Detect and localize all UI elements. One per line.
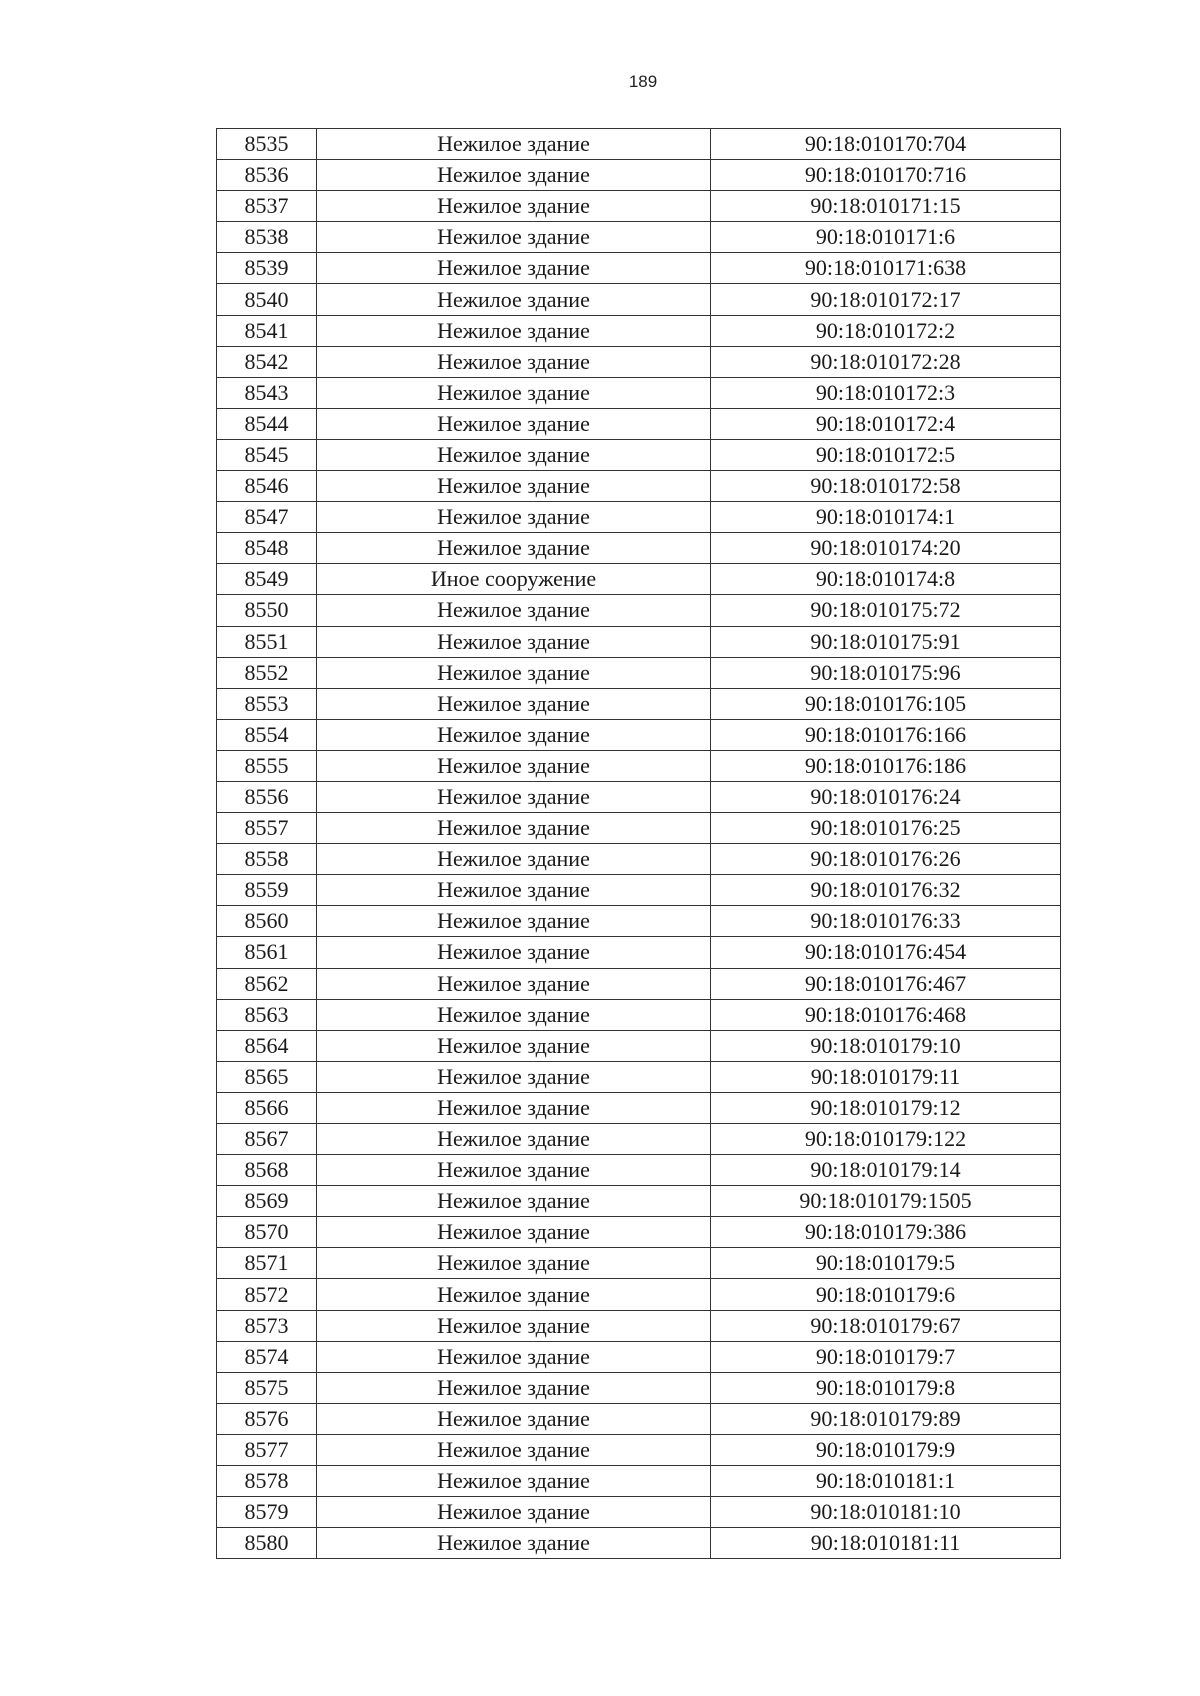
object-type-cell: Нежилое здание	[317, 968, 711, 999]
row-number-cell: 8538	[217, 222, 317, 253]
object-type-cell: Нежилое здание	[317, 222, 711, 253]
object-type-cell: Нежилое здание	[317, 937, 711, 968]
row-number-cell: 8548	[217, 533, 317, 564]
row-number-cell: 8535	[217, 129, 317, 160]
object-type-cell: Нежилое здание	[317, 1124, 711, 1155]
row-number-cell: 8557	[217, 813, 317, 844]
cadastral-number-cell: 90:18:010179:5	[711, 1248, 1061, 1279]
object-type-cell: Нежилое здание	[317, 160, 711, 191]
table-row	[217, 844, 1061, 875]
object-type-cell: Нежилое здание	[317, 191, 711, 222]
registry-table-body	[217, 129, 1061, 1559]
row-number-cell: 8566	[217, 1092, 317, 1123]
cadastral-number-cell: 90:18:010179:10	[711, 1030, 1061, 1061]
object-type-cell: Нежилое здание	[317, 595, 711, 626]
cadastral-number-cell: 90:18:010179:67	[711, 1310, 1061, 1341]
cadastral-number-cell: 90:18:010172:3	[711, 377, 1061, 408]
row-number-cell: 8555	[217, 750, 317, 781]
object-type-cell: Нежилое здание	[317, 1403, 711, 1434]
cadastral-number-cell: 90:18:010179:386	[711, 1217, 1061, 1248]
row-number-cell: 8536	[217, 160, 317, 191]
row-number-cell: 8577	[217, 1434, 317, 1465]
row-number-cell: 8578	[217, 1466, 317, 1497]
cadastral-number-cell: 90:18:010175:72	[711, 595, 1061, 626]
object-type-cell: Нежилое здание	[317, 999, 711, 1030]
table-row	[217, 1403, 1061, 1434]
table-row	[217, 377, 1061, 408]
object-type-cell: Нежилое здание	[317, 439, 711, 470]
table-row	[217, 1310, 1061, 1341]
object-type-cell: Нежилое здание	[317, 1310, 711, 1341]
table-row	[217, 1217, 1061, 1248]
object-type-cell: Нежилое здание	[317, 1434, 711, 1465]
table-row	[217, 439, 1061, 470]
table-row	[217, 813, 1061, 844]
table-row	[217, 502, 1061, 533]
cadastral-number-cell: 90:18:010172:28	[711, 346, 1061, 377]
table-row	[217, 1092, 1061, 1123]
table-row	[217, 626, 1061, 657]
table-row	[217, 750, 1061, 781]
cadastral-number-cell: 90:18:010176:454	[711, 937, 1061, 968]
cadastral-number-cell: 90:18:010179:1505	[711, 1186, 1061, 1217]
table-row	[217, 315, 1061, 346]
table-row	[217, 1279, 1061, 1310]
cadastral-number-cell: 90:18:010181:1	[711, 1466, 1061, 1497]
object-type-cell: Нежилое здание	[317, 781, 711, 812]
cadastral-number-cell: 90:18:010176:166	[711, 719, 1061, 750]
table-row	[217, 1061, 1061, 1092]
cadastral-number-cell: 90:18:010172:58	[711, 471, 1061, 502]
row-number-cell: 8545	[217, 439, 317, 470]
cadastral-number-cell: 90:18:010171:15	[711, 191, 1061, 222]
object-type-cell: Нежилое здание	[317, 346, 711, 377]
row-number-cell: 8561	[217, 937, 317, 968]
table-row	[217, 222, 1061, 253]
table-row	[217, 564, 1061, 595]
object-type-cell: Нежилое здание	[317, 813, 711, 844]
cadastral-number-cell: 90:18:010179:9	[711, 1434, 1061, 1465]
object-type-cell: Нежилое здание	[317, 1092, 711, 1123]
table-row	[217, 937, 1061, 968]
cadastral-number-cell: 90:18:010175:91	[711, 626, 1061, 657]
object-type-cell: Нежилое здание	[317, 533, 711, 564]
table-row	[217, 408, 1061, 439]
cadastral-number-cell: 90:18:010176:24	[711, 781, 1061, 812]
table-row	[217, 781, 1061, 812]
page-number: 189	[628, 72, 658, 91]
row-number-cell: 8549	[217, 564, 317, 595]
object-type-cell: Нежилое здание	[317, 750, 711, 781]
object-type-cell: Нежилое здание	[317, 408, 711, 439]
cadastral-number-cell: 90:18:010175:96	[711, 657, 1061, 688]
table-row	[217, 471, 1061, 502]
row-number-cell: 8559	[217, 875, 317, 906]
object-type-cell: Нежилое здание	[317, 1528, 711, 1559]
row-number-cell: 8542	[217, 346, 317, 377]
object-type-cell: Нежилое здание	[317, 688, 711, 719]
object-type-cell: Нежилое здание	[317, 315, 711, 346]
row-number-cell: 8565	[217, 1061, 317, 1092]
object-type-cell: Нежилое здание	[317, 1061, 711, 1092]
object-type-cell: Нежилое здание	[317, 1155, 711, 1186]
table-row	[217, 1124, 1061, 1155]
row-number-cell: 8569	[217, 1186, 317, 1217]
object-type-cell: Нежилое здание	[317, 626, 711, 657]
cadastral-number-cell: 90:18:010172:4	[711, 408, 1061, 439]
table-row	[217, 1466, 1061, 1497]
cadastral-number-cell: 90:18:010174:8	[711, 564, 1061, 595]
cadastral-number-cell: 90:18:010176:33	[711, 906, 1061, 937]
object-type-cell: Нежилое здание	[317, 1497, 711, 1528]
object-type-cell: Нежилое здание	[317, 657, 711, 688]
object-type-cell: Нежилое здание	[317, 502, 711, 533]
registry-table	[216, 128, 1061, 1559]
table-row	[217, 129, 1061, 160]
cadastral-number-cell: 90:18:010171:6	[711, 222, 1061, 253]
object-type-cell: Нежилое здание	[317, 1248, 711, 1279]
table-row	[217, 346, 1061, 377]
object-type-cell: Нежилое здание	[317, 1030, 711, 1061]
table-row	[217, 1248, 1061, 1279]
row-number-cell: 8544	[217, 408, 317, 439]
table-row	[217, 1030, 1061, 1061]
object-type-cell: Нежилое здание	[317, 471, 711, 502]
table-row	[217, 719, 1061, 750]
object-type-cell: Нежилое здание	[317, 1372, 711, 1403]
cadastral-number-cell: 90:18:010176:25	[711, 813, 1061, 844]
cadastral-number-cell: 90:18:010170:704	[711, 129, 1061, 160]
row-number-cell: 8580	[217, 1528, 317, 1559]
object-type-cell: Нежилое здание	[317, 1279, 711, 1310]
cadastral-number-cell: 90:18:010181:10	[711, 1497, 1061, 1528]
object-type-cell: Нежилое здание	[317, 377, 711, 408]
row-number-cell: 8556	[217, 781, 317, 812]
cadastral-number-cell: 90:18:010172:5	[711, 439, 1061, 470]
row-number-cell: 8564	[217, 1030, 317, 1061]
object-type-cell: Нежилое здание	[317, 1186, 711, 1217]
object-type-cell: Нежилое здание	[317, 1217, 711, 1248]
cadastral-number-cell: 90:18:010176:468	[711, 999, 1061, 1030]
table-row	[217, 1497, 1061, 1528]
cadastral-number-cell: 90:18:010171:638	[711, 253, 1061, 284]
table-row	[217, 284, 1061, 315]
row-number-cell: 8572	[217, 1279, 317, 1310]
cadastral-number-cell: 90:18:010172:2	[711, 315, 1061, 346]
object-type-cell: Нежилое здание	[317, 253, 711, 284]
cadastral-number-cell: 90:18:010179:14	[711, 1155, 1061, 1186]
row-number-cell: 8570	[217, 1217, 317, 1248]
row-number-cell: 8575	[217, 1372, 317, 1403]
cadastral-number-cell: 90:18:010179:122	[711, 1124, 1061, 1155]
object-type-cell: Нежилое здание	[317, 1341, 711, 1372]
object-type-cell: Нежилое здание	[317, 906, 711, 937]
cadastral-number-cell: 90:18:010176:26	[711, 844, 1061, 875]
row-number-cell: 8541	[217, 315, 317, 346]
object-type-cell: Нежилое здание	[317, 844, 711, 875]
object-type-cell: Нежилое здание	[317, 284, 711, 315]
row-number-cell: 8576	[217, 1403, 317, 1434]
row-number-cell: 8553	[217, 688, 317, 719]
cadastral-number-cell: 90:18:010170:716	[711, 160, 1061, 191]
table-row	[217, 1155, 1061, 1186]
row-number-cell: 8579	[217, 1497, 317, 1528]
table-row	[217, 1434, 1061, 1465]
row-number-cell: 8554	[217, 719, 317, 750]
table-row	[217, 191, 1061, 222]
row-number-cell: 8563	[217, 999, 317, 1030]
cadastral-number-cell: 90:18:010179:7	[711, 1341, 1061, 1372]
row-number-cell: 8550	[217, 595, 317, 626]
cadastral-number-cell: 90:18:010176:467	[711, 968, 1061, 999]
cadastral-number-cell: 90:18:010179:89	[711, 1403, 1061, 1434]
row-number-cell: 8558	[217, 844, 317, 875]
cadastral-number-cell: 90:18:010174:1	[711, 502, 1061, 533]
row-number-cell: 8573	[217, 1310, 317, 1341]
object-type-cell: Нежилое здание	[317, 875, 711, 906]
table-row	[217, 688, 1061, 719]
table-row	[217, 595, 1061, 626]
table-row	[217, 1341, 1061, 1372]
table-row	[217, 968, 1061, 999]
table-row	[217, 1372, 1061, 1403]
row-number-cell: 8571	[217, 1248, 317, 1279]
table-row	[217, 657, 1061, 688]
cadastral-number-cell: 90:18:010181:11	[711, 1528, 1061, 1559]
table-row	[217, 253, 1061, 284]
row-number-cell: 8551	[217, 626, 317, 657]
row-number-cell: 8567	[217, 1124, 317, 1155]
object-type-cell: Нежилое здание	[317, 129, 711, 160]
cadastral-number-cell: 90:18:010172:17	[711, 284, 1061, 315]
cadastral-number-cell: 90:18:010176:186	[711, 750, 1061, 781]
table-row	[217, 875, 1061, 906]
cadastral-number-cell: 90:18:010174:20	[711, 533, 1061, 564]
cadastral-number-cell: 90:18:010179:8	[711, 1372, 1061, 1403]
object-type-cell: Иное сооружение	[317, 564, 711, 595]
table-row	[217, 1186, 1061, 1217]
table-row	[217, 906, 1061, 937]
object-type-cell: Нежилое здание	[317, 1466, 711, 1497]
cadastral-number-cell: 90:18:010176:105	[711, 688, 1061, 719]
object-type-cell: Нежилое здание	[317, 719, 711, 750]
cadastral-number-cell: 90:18:010179:6	[711, 1279, 1061, 1310]
cadastral-number-cell: 90:18:010179:12	[711, 1092, 1061, 1123]
row-number-cell: 8552	[217, 657, 317, 688]
row-number-cell: 8539	[217, 253, 317, 284]
row-number-cell: 8540	[217, 284, 317, 315]
row-number-cell: 8560	[217, 906, 317, 937]
cadastral-number-cell: 90:18:010176:32	[711, 875, 1061, 906]
row-number-cell: 8547	[217, 502, 317, 533]
row-number-cell: 8543	[217, 377, 317, 408]
table-row	[217, 999, 1061, 1030]
row-number-cell: 8562	[217, 968, 317, 999]
row-number-cell: 8568	[217, 1155, 317, 1186]
row-number-cell: 8574	[217, 1341, 317, 1372]
row-number-cell: 8546	[217, 471, 317, 502]
table-row	[217, 160, 1061, 191]
table-row	[217, 1528, 1061, 1559]
row-number-cell: 8537	[217, 191, 317, 222]
table-row	[217, 533, 1061, 564]
cadastral-number-cell: 90:18:010179:11	[711, 1061, 1061, 1092]
